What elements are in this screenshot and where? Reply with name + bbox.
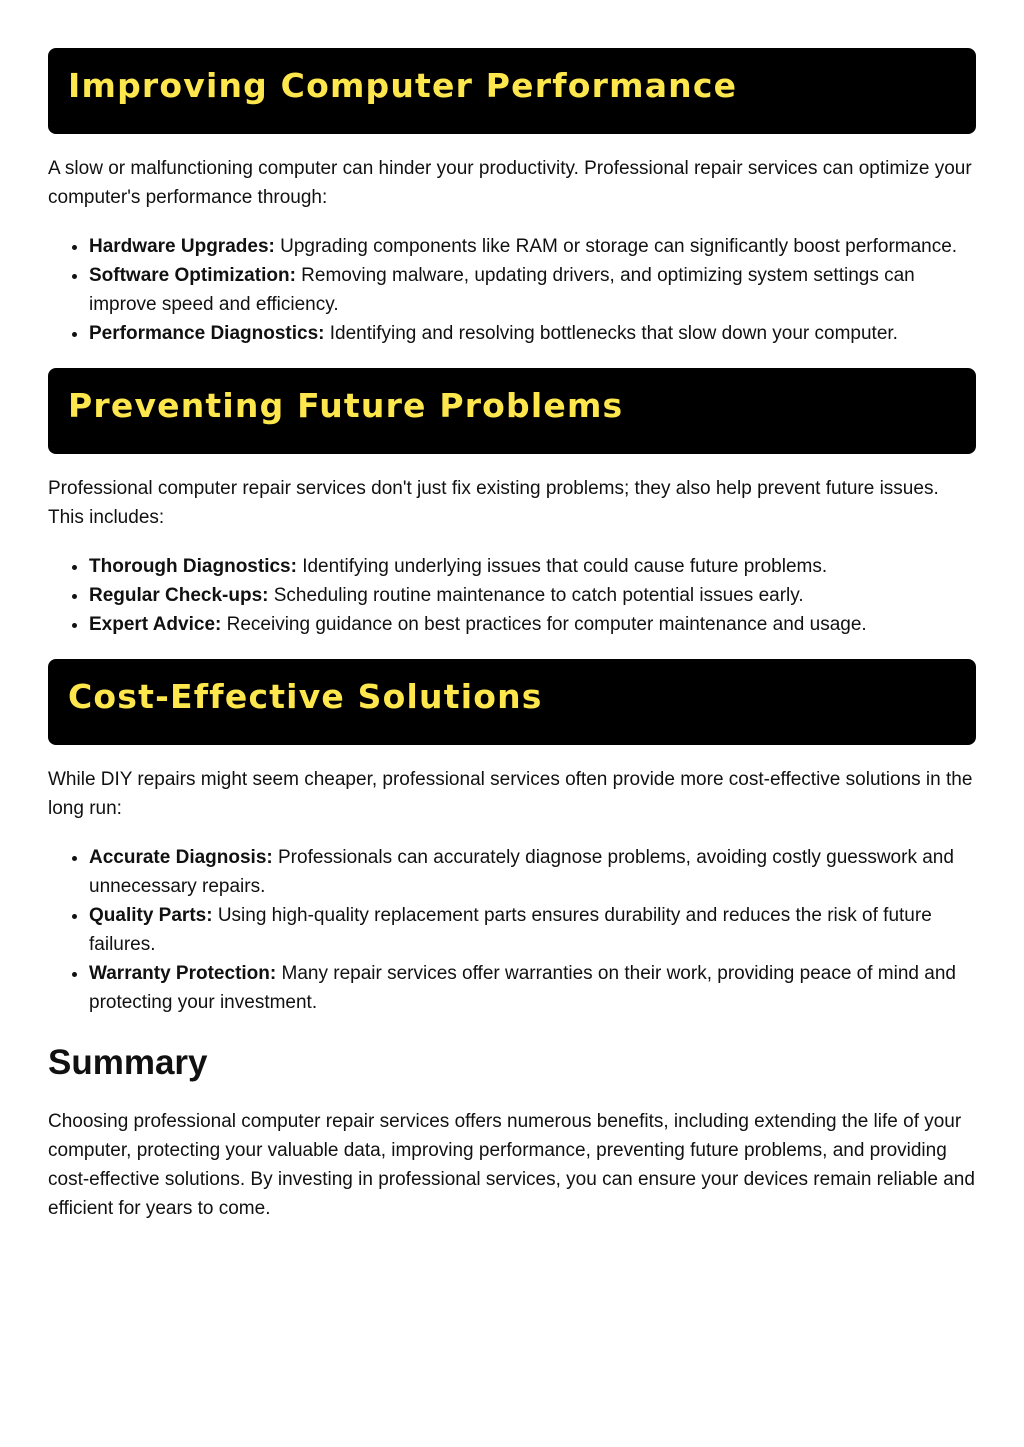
section-header xyxy=(48,48,976,134)
item-text: Identifying underlying issues that could cause future problems. xyxy=(296,556,828,577)
item-label: Software Optimization: xyxy=(89,265,296,286)
item-label: Warranty Protection: xyxy=(89,963,277,984)
summary-text: Choosing professional computer repair services offers numerous benefits, including extending the life of your computer, protecting your valuable data, improving performance, preventing future problems, and providing cost-effective solutions. By investing in professional services, you can ensure your devices remain reliable and efficient for years to come. xyxy=(48,1111,975,1219)
item-text: Using high-quality replacement parts ensures durability and reduces the risk of future failures. xyxy=(89,905,932,955)
section-intro: Professional computer repair services don't just fix existing problems; they also help prevent future issues. This includes: xyxy=(48,478,939,528)
list-item xyxy=(89,552,976,581)
list-item xyxy=(89,232,976,261)
item-text: Upgrading components like RAM or storage can significantly boost performance. xyxy=(274,236,958,257)
list-item xyxy=(89,581,976,610)
section-intro: While DIY repairs might seem cheaper, professional services often provide more cost-effective solutions in the long run: xyxy=(48,769,973,819)
item-text: Receiving guidance on best practices for computer maintenance and usage. xyxy=(221,614,867,635)
section-cost xyxy=(48,659,976,1017)
item-label: Thorough Diagnostics: xyxy=(89,556,297,577)
benefit-list xyxy=(48,843,976,1017)
section-performance xyxy=(48,48,976,348)
item-text: Removing malware, updating drivers, and optimizing system settings can improve speed and efficiency. xyxy=(89,265,915,315)
list-item xyxy=(89,610,976,639)
section-prevention xyxy=(48,368,976,639)
list-item xyxy=(89,843,976,901)
item-label: Performance Diagnostics: xyxy=(89,323,325,344)
section-title: Preventing Future Problems xyxy=(68,385,624,425)
item-text: Professionals can accurately diagnose problems, avoiding costly guesswork and unnecessary repairs. xyxy=(89,847,954,897)
list-item xyxy=(89,959,976,1017)
section-title: Improving Computer Performance xyxy=(68,65,738,105)
item-label: Accurate Diagnosis: xyxy=(89,847,273,868)
item-text: Identifying and resolving bottlenecks that slow down your computer. xyxy=(324,323,898,344)
list-item xyxy=(89,261,976,319)
section-intro: A slow or malfunctioning computer can hinder your productivity. Professional repair services can optimize your computer's performance through: xyxy=(48,158,972,208)
list-item xyxy=(89,901,976,959)
list-item xyxy=(89,319,976,348)
summary-title: Summary xyxy=(48,1043,208,1082)
item-text: Many repair services offer warranties on their work, providing peace of mind and protecting your investment. xyxy=(89,963,956,1013)
summary-section xyxy=(48,1043,976,1223)
section-title: Cost-Effective Solutions xyxy=(68,676,543,716)
benefit-list xyxy=(48,552,976,639)
item-label: Regular Check-ups: xyxy=(89,585,269,606)
item-label: Expert Advice: xyxy=(89,614,222,635)
section-header xyxy=(48,659,976,745)
item-label: Hardware Upgrades: xyxy=(89,236,275,257)
benefit-list xyxy=(48,232,976,348)
item-text: Scheduling routine maintenance to catch potential issues early. xyxy=(268,585,804,606)
item-label: Quality Parts: xyxy=(89,905,213,926)
section-header xyxy=(48,368,976,454)
